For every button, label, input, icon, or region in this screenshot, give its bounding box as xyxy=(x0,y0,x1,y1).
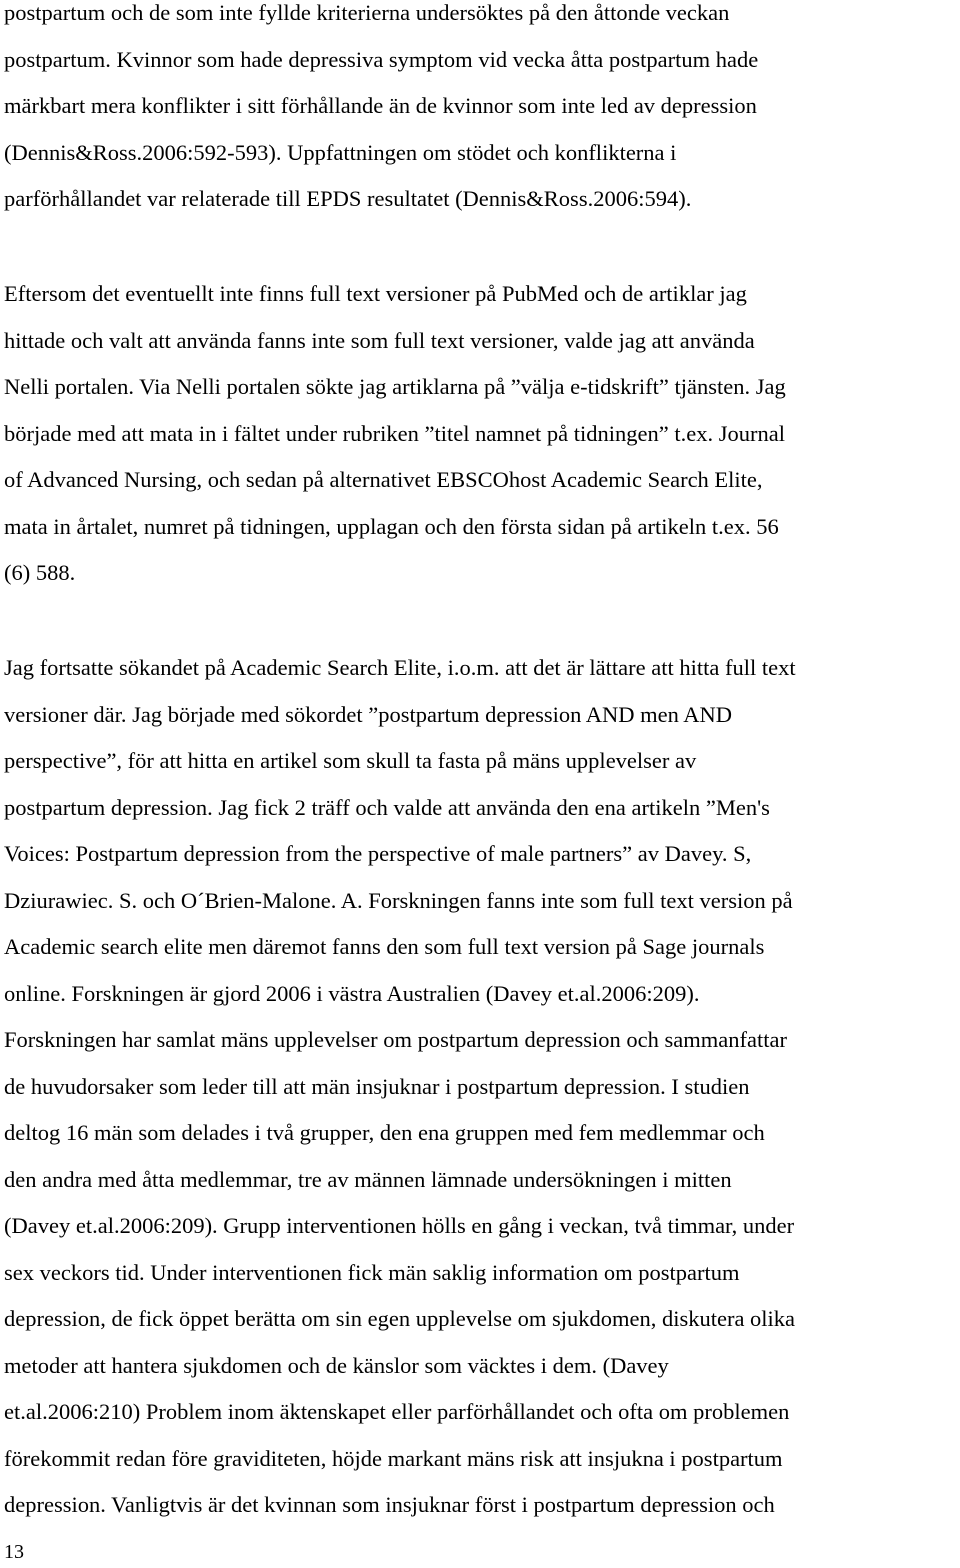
text-line: perspective”, för att hitta en artikel som skull ta fasta på mäns upplevelser av xyxy=(4,748,697,773)
text-line: depression. Vanligtvis är det kvinnan som insjuknar först i postpartum depression och xyxy=(4,1492,775,1517)
text-line: hittade och valt att använda fanns inte som full text versioner, valde jag att använda xyxy=(4,327,755,353)
text-line: den andra med åtta medlemmar, tre av männen lämnade undersökningen i mitten xyxy=(4,1166,732,1192)
text-line: deltog 16 män som delades i två grupper, den ena gruppen med fem medlemmar och xyxy=(4,1120,765,1145)
paragraph-3 xyxy=(4,645,796,1529)
text-line: et.al.2006:210) Problem inom äktenskapet eller parförhållandet och ofta om problemen xyxy=(4,1399,790,1424)
page-number: 13 xyxy=(4,1541,24,1563)
paragraph-1 xyxy=(4,0,758,223)
text-line: postpartum depression. Jag fick 2 träff och valde att använda den ena artikeln ”Men's xyxy=(4,794,770,820)
text-line: de huvudorsaker som leder till att män insjuknar i postpartum depression. I studien xyxy=(4,1073,750,1099)
text-line: sex veckors tid. Under interventionen fick män saklig information om postpartum xyxy=(4,1259,740,1285)
text-line: Nelli portalen. Via Nelli portalen sökte jag artiklarna på ”välja e-tidskrift” tjänsten. Jag xyxy=(4,374,786,399)
text-line: parförhållandet var relaterade till EPDS resultatet (Dennis&Ross.2006:594). xyxy=(4,186,692,211)
text-line: versioner där. Jag började med sökordet ”postpartum depression AND men AND xyxy=(4,701,732,727)
text-line: online. Forskningen är gjord 2006 i västra Australien (Davey et.al.2006:209). xyxy=(4,980,700,1006)
text-line: metoder att hantera sjukdomen och de känslor som väcktes i dem. (Davey xyxy=(4,1352,669,1378)
text-line: postpartum. Kvinnor som hade depressiva symptom vid vecka åtta postpartum hade xyxy=(4,46,759,72)
text-line: (Dennis&Ross.2006:592-593). Uppfattningen om stödet och konflikterna i xyxy=(4,139,677,165)
text-line: of Advanced Nursing, och sedan på alternativet EBSCOhost Academic Search Elite, xyxy=(4,467,763,492)
text-line: förekommit redan före graviditeten, höjde markant mäns risk att insjukna i postpartum xyxy=(4,1445,783,1471)
paragraph-2 xyxy=(4,271,786,597)
text-line: (6) 588. xyxy=(4,560,76,585)
text-line: Dziurawiec. S. och O´Brien-Malone. A. Forskningen fanns inte som full text version på xyxy=(4,887,793,913)
text-line: Jag fortsatte sökandet på Academic Search Elite, i.o.m. att det är lättare att hitta full text xyxy=(4,655,796,680)
text-line: depression, de fick öppet berätta om sin egen upplevelse om sjukdomen, diskutera olika xyxy=(4,1306,796,1331)
text-line: mata in årtalet, numret på tidningen, upplagan och den första sidan på artikeln t.ex. 56 xyxy=(4,513,779,539)
text-line: Eftersom det eventuellt inte finns full text versioner på PubMed och de artiklar jag xyxy=(4,281,747,306)
text-line: Academic search elite men däremot fanns den som full text version på Sage journals xyxy=(4,934,765,959)
text-line: märkbart mera konflikter i sitt förhållande än de kvinnor som inte led av depression xyxy=(4,93,757,118)
text-line: började med att mata in i fältet under rubriken ”titel namnet på tidningen” t.ex. Journal xyxy=(4,420,785,446)
text-line: (Davey et.al.2006:209). Grupp interventionen hölls en gång i veckan, två timmar, under xyxy=(4,1213,795,1238)
text-line: Voices: Postpartum depression from the perspective of male partners” av Davey. S, xyxy=(4,841,752,866)
text-line: postpartum och de som inte fyllde kriterierna undersöktes på den åttonde veckan xyxy=(4,0,730,25)
text-line: Forskningen har samlat mäns upplevelser om postpartum depression och sammanfattar xyxy=(4,1027,787,1052)
